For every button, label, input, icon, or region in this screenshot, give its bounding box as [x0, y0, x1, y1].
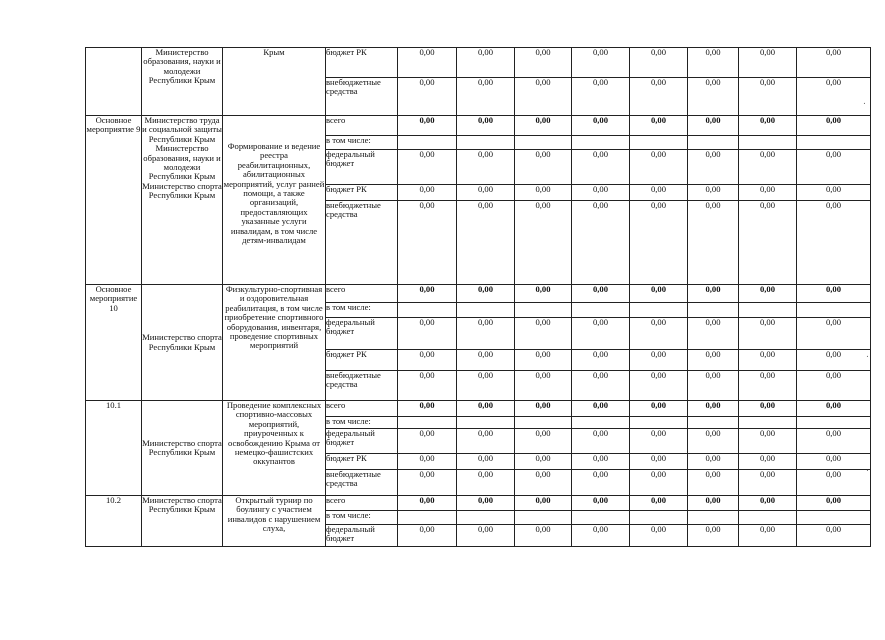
- amount-cell: 0,00: [572, 525, 630, 547]
- amount-cell: 0,00: [515, 401, 572, 417]
- amount-cell: 0,00: [688, 78, 739, 116]
- amount-cell: 0,00: [515, 116, 572, 136]
- amount-cell: 0,00: [739, 185, 797, 201]
- amount-cell: 0,00: [515, 454, 572, 470]
- funding-source-cell: в том числе:: [326, 303, 398, 318]
- amount-cell: [398, 417, 457, 429]
- funding-source-cell: всего: [326, 116, 398, 136]
- amount-cell: 0,00: [630, 350, 688, 371]
- amount-cell: 0,00: [630, 185, 688, 201]
- amount-cell: 0,00: [630, 496, 688, 511]
- amount-cell: 0,00: [515, 150, 572, 185]
- scan-mark: .: [866, 464, 869, 474]
- budget-table: [85, 47, 871, 547]
- measure-cell: 10.2: [86, 496, 142, 547]
- amount-cell: 0,00: [688, 454, 739, 470]
- funding-source-cell: бюджет РК: [326, 454, 398, 470]
- amount-cell: [398, 136, 457, 150]
- amount-cell: 0,00: [688, 318, 739, 350]
- scan-mark: .: [863, 97, 866, 107]
- amount-cell: 0,00: [398, 371, 457, 401]
- amount-cell: 0,00: [572, 116, 630, 136]
- amount-cell: 0,00: [739, 525, 797, 547]
- amount-cell: 0,00: [457, 201, 515, 285]
- amount-cell: 0,00: [515, 350, 572, 371]
- funding-source-cell: федеральный бюджет: [326, 150, 398, 185]
- amount-cell: [457, 417, 515, 429]
- amount-cell: 0,00: [739, 371, 797, 401]
- amount-cell: 0,00: [688, 185, 739, 201]
- amount-cell: 0,00: [630, 78, 688, 116]
- amount-cell: 0,00: [515, 470, 572, 496]
- funding-source-cell: в том числе:: [326, 136, 398, 150]
- table-row: [86, 496, 871, 511]
- amount-cell: 0,00: [398, 185, 457, 201]
- amount-cell: 0,00: [572, 318, 630, 350]
- amount-cell: 0,00: [572, 429, 630, 454]
- amount-cell: 0,00: [572, 201, 630, 285]
- amount-cell: [688, 417, 739, 429]
- amount-cell: 0,00: [515, 201, 572, 285]
- amount-cell: 0,00: [515, 78, 572, 116]
- amount-cell: 0,00: [398, 350, 457, 371]
- amount-cell: 0,00: [630, 48, 688, 78]
- amount-cell: [630, 303, 688, 318]
- amount-cell: 0,00: [572, 470, 630, 496]
- amount-cell: [688, 136, 739, 150]
- funding-source-cell: внебюджетные средства: [326, 470, 398, 496]
- amount-cell: 0,00: [457, 454, 515, 470]
- funding-source-cell: бюджет РК: [326, 48, 398, 78]
- amount-cell: 0,00: [739, 429, 797, 454]
- amount-cell: 0,00: [797, 454, 871, 470]
- amount-cell: [572, 417, 630, 429]
- amount-cell: 0,00: [572, 185, 630, 201]
- funding-source-cell: в том числе:: [326, 417, 398, 429]
- amount-cell: 0,00: [688, 429, 739, 454]
- funding-source-cell: бюджет РК: [326, 185, 398, 201]
- amount-cell: 0,00: [688, 201, 739, 285]
- funding-source-cell: в том числе:: [326, 511, 398, 525]
- amount-cell: 0,00: [739, 116, 797, 136]
- amount-cell: 0,00: [457, 150, 515, 185]
- amount-cell: 0,00: [457, 116, 515, 136]
- amount-cell: 0,00: [515, 371, 572, 401]
- executor-cell: Министерство спорта Республики Крым: [142, 285, 223, 401]
- amount-cell: 0,00: [797, 371, 871, 401]
- amount-cell: 0,00: [739, 350, 797, 371]
- amount-cell: 0,00: [797, 470, 871, 496]
- funding-source-cell: всего: [326, 401, 398, 417]
- amount-cell: 0,00: [398, 78, 457, 116]
- amount-cell: 0,00: [572, 496, 630, 511]
- amount-cell: [797, 417, 871, 429]
- table-row: [86, 48, 871, 78]
- amount-cell: 0,00: [797, 201, 871, 285]
- amount-cell: 0,00: [797, 116, 871, 136]
- funding-source-cell: бюджет РК: [326, 350, 398, 371]
- amount-cell: [572, 511, 630, 525]
- funding-source-cell: всего: [326, 285, 398, 303]
- amount-cell: 0,00: [739, 318, 797, 350]
- amount-cell: 0,00: [797, 285, 871, 303]
- executor-cell: Министерство спорта Республики Крым: [142, 401, 223, 496]
- amount-cell: [457, 303, 515, 318]
- amount-cell: 0,00: [515, 429, 572, 454]
- scan-mark: .: [866, 350, 869, 360]
- amount-cell: 0,00: [515, 525, 572, 547]
- amount-cell: 0,00: [739, 401, 797, 417]
- amount-cell: [515, 511, 572, 525]
- funding-source-cell: всего: [326, 496, 398, 511]
- amount-cell: 0,00: [739, 48, 797, 78]
- amount-cell: [797, 136, 871, 150]
- amount-cell: 0,00: [515, 496, 572, 511]
- amount-cell: [739, 136, 797, 150]
- measure-cell: [86, 48, 142, 116]
- funding-source-cell: внебюджетные средства: [326, 201, 398, 285]
- amount-cell: 0,00: [457, 371, 515, 401]
- amount-cell: 0,00: [688, 48, 739, 78]
- amount-cell: 0,00: [630, 201, 688, 285]
- amount-cell: 0,00: [457, 429, 515, 454]
- amount-cell: [739, 303, 797, 318]
- amount-cell: [515, 417, 572, 429]
- amount-cell: 0,00: [398, 470, 457, 496]
- measure-cell: Основное мероприятие 10: [86, 285, 142, 401]
- amount-cell: 0,00: [797, 401, 871, 417]
- amount-cell: 0,00: [398, 285, 457, 303]
- amount-cell: 0,00: [630, 371, 688, 401]
- amount-cell: [398, 303, 457, 318]
- amount-cell: 0,00: [688, 470, 739, 496]
- amount-cell: [572, 136, 630, 150]
- description-cell: Открытый турнир по боулингу с участием инвалидов с нарушением слуха,: [223, 496, 326, 547]
- amount-cell: 0,00: [398, 525, 457, 547]
- amount-cell: 0,00: [797, 78, 871, 116]
- amount-cell: 0,00: [457, 78, 515, 116]
- amount-cell: 0,00: [739, 285, 797, 303]
- description-cell: Проведение комплексных спортивно-массовых мероприятий, приуроченных к освобождению Крыма от немецко-фашистских оккупантов: [223, 401, 326, 496]
- amount-cell: 0,00: [688, 401, 739, 417]
- amount-cell: 0,00: [630, 454, 688, 470]
- amount-cell: 0,00: [457, 470, 515, 496]
- amount-cell: [457, 136, 515, 150]
- amount-cell: [515, 303, 572, 318]
- table-row: [86, 401, 871, 417]
- amount-cell: 0,00: [797, 48, 871, 78]
- amount-cell: 0,00: [398, 201, 457, 285]
- amount-cell: 0,00: [398, 48, 457, 78]
- funding-source-cell: федеральный бюджет: [326, 429, 398, 454]
- amount-cell: [739, 511, 797, 525]
- amount-cell: 0,00: [572, 454, 630, 470]
- amount-cell: 0,00: [797, 525, 871, 547]
- amount-cell: 0,00: [457, 350, 515, 371]
- amount-cell: 0,00: [398, 496, 457, 511]
- amount-cell: [457, 511, 515, 525]
- funding-source-cell: внебюджетные средства: [326, 78, 398, 116]
- amount-cell: 0,00: [515, 285, 572, 303]
- amount-cell: 0,00: [688, 150, 739, 185]
- amount-cell: 0,00: [398, 454, 457, 470]
- table-row: [86, 116, 871, 136]
- amount-cell: 0,00: [457, 401, 515, 417]
- amount-cell: 0,00: [398, 116, 457, 136]
- measure-cell: Основное мероприятие 9: [86, 116, 142, 285]
- amount-cell: 0,00: [457, 318, 515, 350]
- amount-cell: 0,00: [739, 454, 797, 470]
- amount-cell: 0,00: [630, 429, 688, 454]
- amount-cell: 0,00: [572, 371, 630, 401]
- amount-cell: 0,00: [457, 525, 515, 547]
- description-cell: Формирование и ведение реестра реабилитационных, абилитационных мероприятий, услуг ранней помощи, а также организаций, предоставляющих указанные услуги инвалидам, в том числе детям-инвалидам: [223, 116, 326, 285]
- amount-cell: [515, 136, 572, 150]
- amount-cell: 0,00: [515, 185, 572, 201]
- amount-cell: 0,00: [688, 116, 739, 136]
- amount-cell: 0,00: [630, 318, 688, 350]
- amount-cell: 0,00: [797, 150, 871, 185]
- description-cell: Крым: [223, 48, 326, 116]
- amount-cell: [630, 136, 688, 150]
- amount-cell: [797, 303, 871, 318]
- amount-cell: [572, 303, 630, 318]
- amount-cell: 0,00: [572, 78, 630, 116]
- amount-cell: 0,00: [739, 470, 797, 496]
- amount-cell: [630, 511, 688, 525]
- amount-cell: 0,00: [630, 470, 688, 496]
- amount-cell: 0,00: [572, 48, 630, 78]
- amount-cell: 0,00: [572, 285, 630, 303]
- amount-cell: 0,00: [457, 48, 515, 78]
- amount-cell: 0,00: [688, 371, 739, 401]
- amount-cell: 0,00: [398, 150, 457, 185]
- amount-cell: 0,00: [739, 78, 797, 116]
- amount-cell: 0,00: [630, 401, 688, 417]
- amount-cell: [688, 511, 739, 525]
- table-row: [86, 285, 871, 303]
- amount-cell: 0,00: [630, 150, 688, 185]
- amount-cell: 0,00: [688, 285, 739, 303]
- amount-cell: 0,00: [515, 48, 572, 78]
- measure-cell: 10.1: [86, 401, 142, 496]
- amount-cell: 0,00: [457, 185, 515, 201]
- executor-cell: Министерство спорта Республики Крым: [142, 496, 223, 547]
- amount-cell: [797, 511, 871, 525]
- funding-source-cell: федеральный бюджет: [326, 318, 398, 350]
- amount-cell: 0,00: [797, 429, 871, 454]
- amount-cell: 0,00: [398, 401, 457, 417]
- funding-source-cell: внебюджетные средства: [326, 371, 398, 401]
- amount-cell: 0,00: [739, 150, 797, 185]
- amount-cell: 0,00: [630, 285, 688, 303]
- amount-cell: 0,00: [457, 496, 515, 511]
- amount-cell: [739, 417, 797, 429]
- amount-cell: 0,00: [739, 201, 797, 285]
- description-cell: Физкультурно-спортивная и оздоровительная реабилитация, в том числе приобретение спортивного оборудования, инвентаря, проведение спортивных мероприятий: [223, 285, 326, 401]
- amount-cell: 0,00: [688, 496, 739, 511]
- amount-cell: 0,00: [739, 496, 797, 511]
- amount-cell: 0,00: [688, 350, 739, 371]
- amount-cell: [630, 417, 688, 429]
- amount-cell: 0,00: [572, 350, 630, 371]
- executor-cell: Министерство труда и социальной защиты Республики Крым Министерство образования, науки и молодежи Республики Крым Министерство спорта Республики Крым: [142, 116, 223, 285]
- amount-cell: [398, 511, 457, 525]
- amount-cell: 0,00: [797, 185, 871, 201]
- amount-cell: 0,00: [630, 116, 688, 136]
- amount-cell: 0,00: [457, 285, 515, 303]
- amount-cell: 0,00: [630, 525, 688, 547]
- amount-cell: 0,00: [797, 496, 871, 511]
- amount-cell: [688, 303, 739, 318]
- amount-cell: 0,00: [515, 318, 572, 350]
- amount-cell: 0,00: [572, 150, 630, 185]
- amount-cell: 0,00: [398, 429, 457, 454]
- amount-cell: 0,00: [398, 318, 457, 350]
- executor-cell: Министерство образования, науки и молодежи Республики Крым: [142, 48, 223, 116]
- funding-source-cell: федеральный бюджет: [326, 525, 398, 547]
- amount-cell: 0,00: [797, 350, 871, 371]
- amount-cell: 0,00: [797, 318, 871, 350]
- amount-cell: 0,00: [688, 525, 739, 547]
- amount-cell: 0,00: [572, 401, 630, 417]
